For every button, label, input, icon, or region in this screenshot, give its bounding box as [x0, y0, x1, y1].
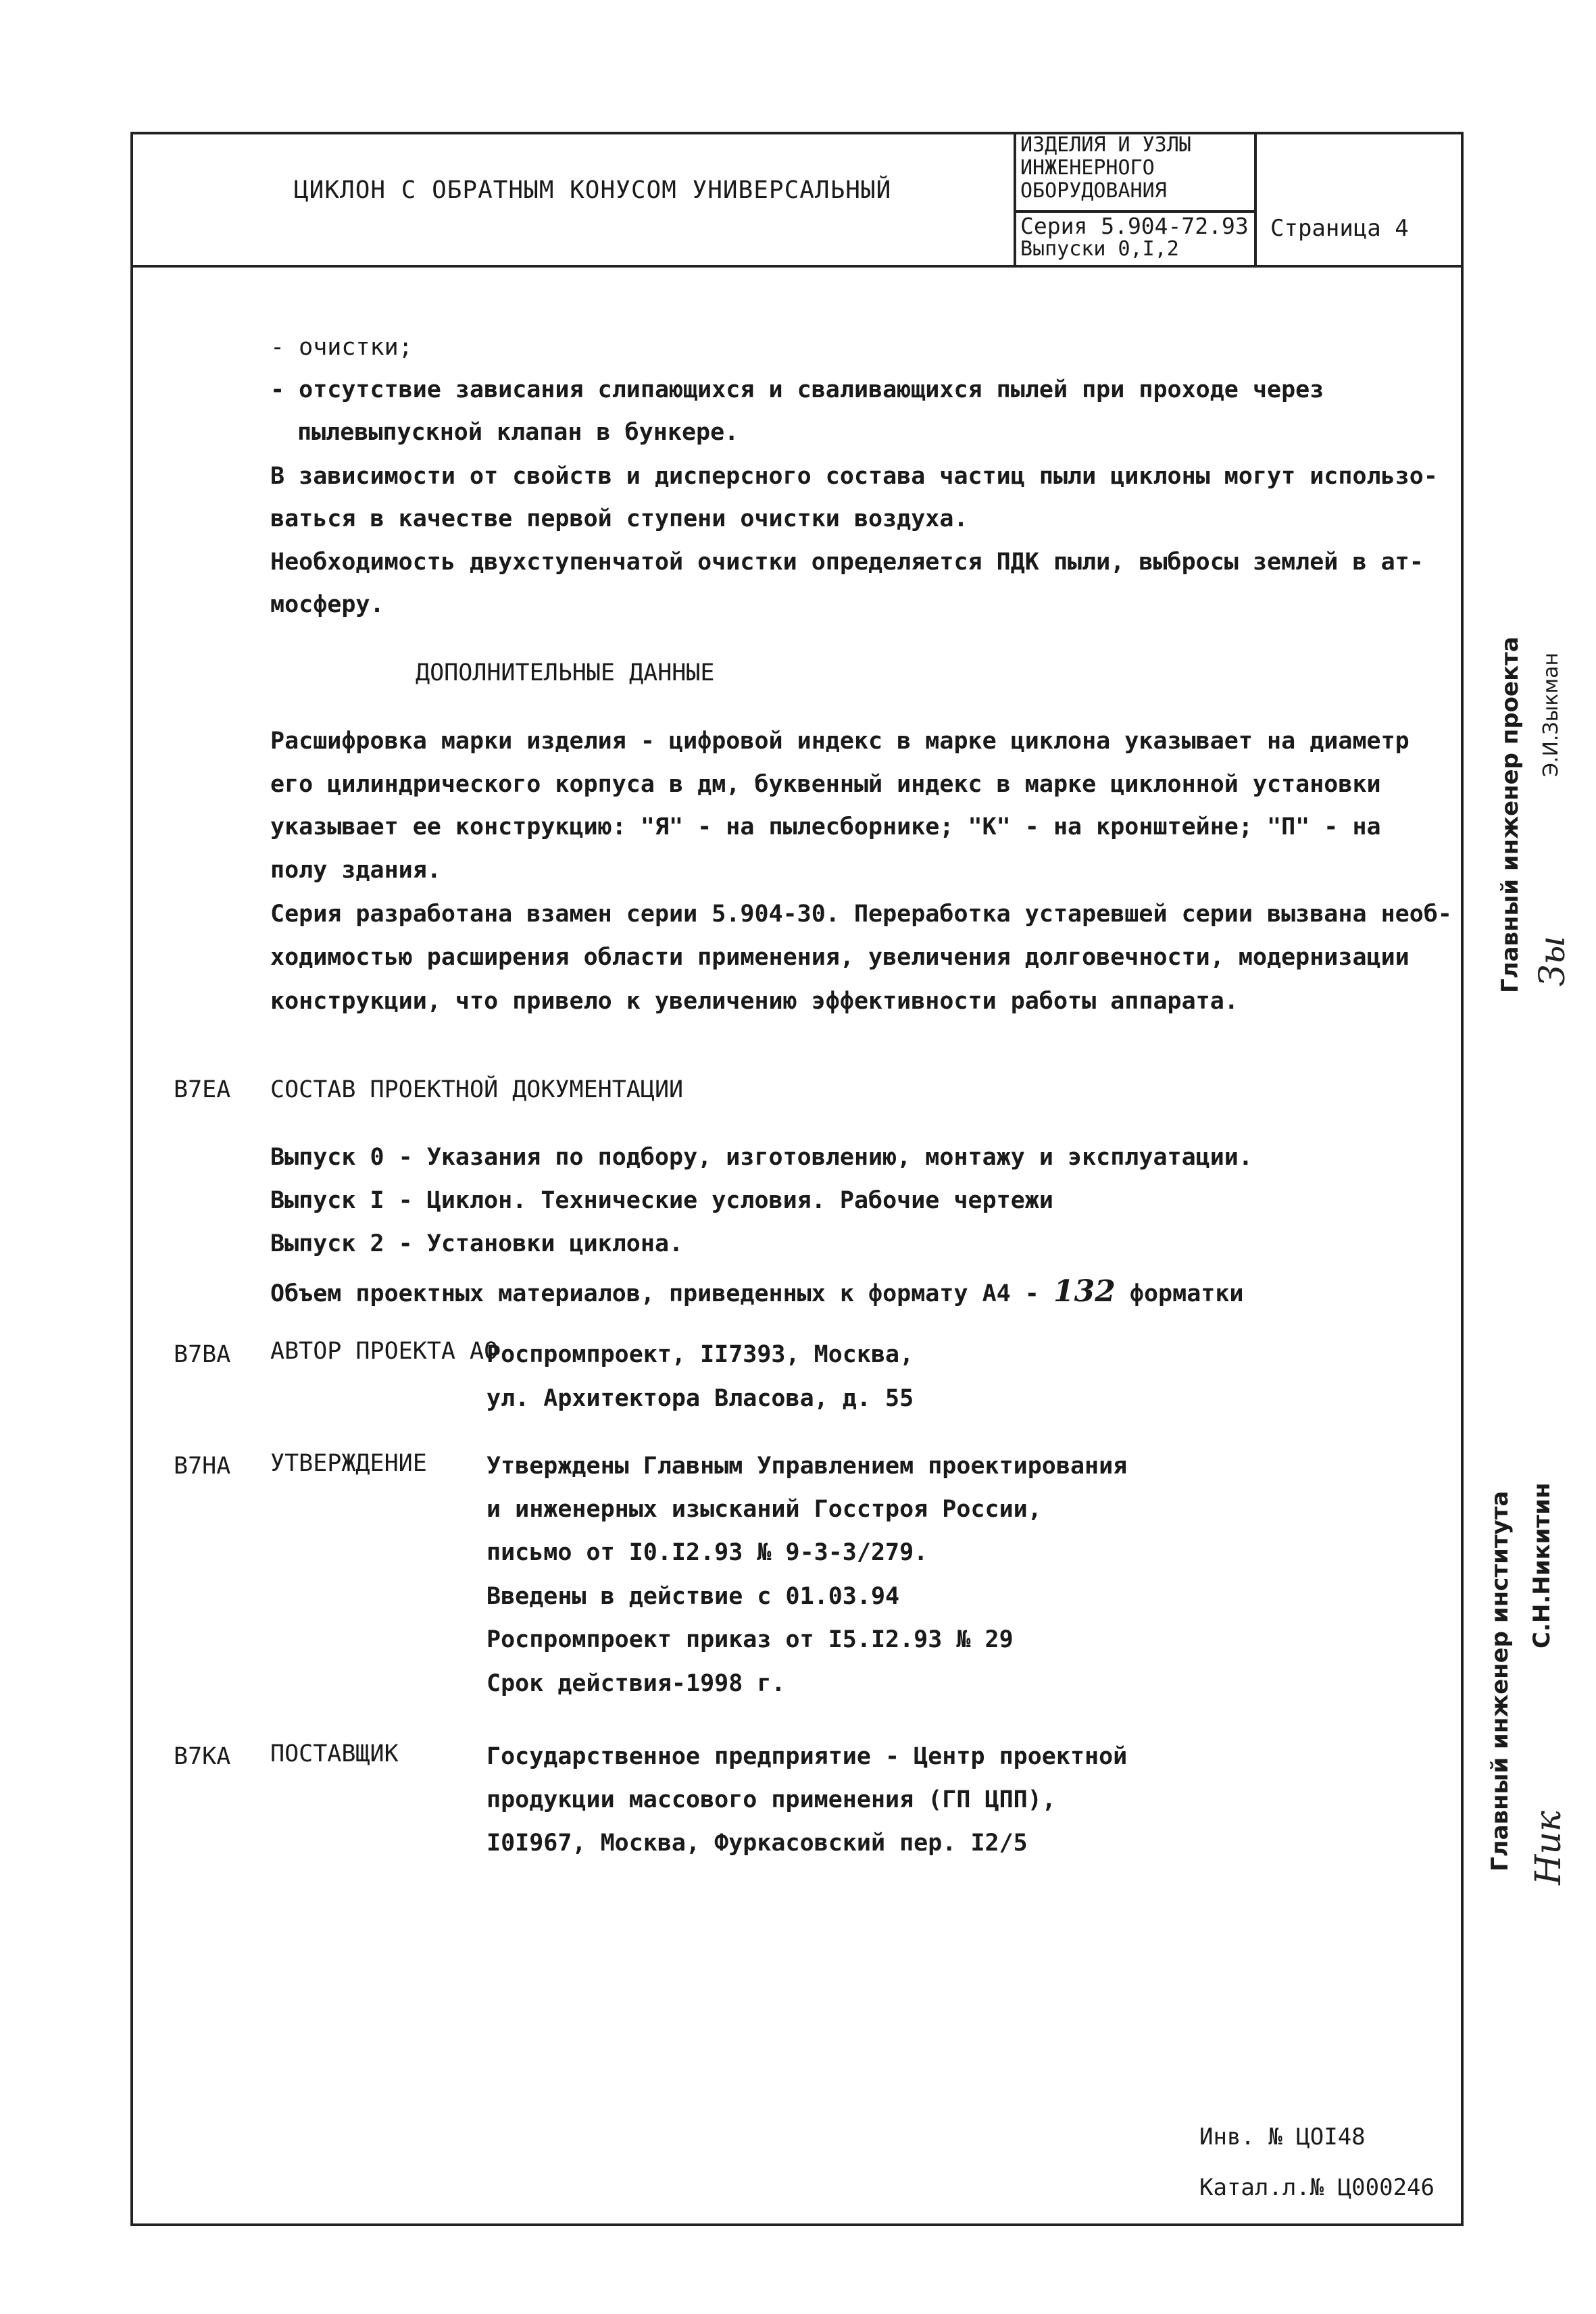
intro-line: Необходимость двухступенчатой очистки определяется ПДК пыли, выбросы землей в ат-: [270, 549, 1424, 576]
supplier-line: I0I967, Москва, Фуркасовский пер. I2/5: [487, 1830, 1028, 1857]
page-frame: [130, 132, 1464, 2226]
chief-project-name: Э.И.Зыкман: [1539, 652, 1563, 777]
author-line: ул. Архитектора Власова, д. 55: [487, 1385, 914, 1412]
author-label: АВТОР ПРОЕКТА АО: [270, 1338, 499, 1365]
supplier-line: Государственное предприятие - Центр проектной: [487, 1743, 1128, 1770]
issues: Выпуски 0,I,2: [1020, 237, 1179, 261]
volume-number: 132: [1053, 1274, 1116, 1309]
category-line-2: ИНЖЕНЕРНОГО: [1020, 156, 1155, 180]
page-number: Страница 4: [1270, 215, 1409, 242]
supplier-label: ПОСТАВЩИК: [270, 1740, 399, 1767]
approval-line: и инженерных изысканий Госстроя России,: [487, 1496, 1042, 1523]
section-code: В7КА: [174, 1743, 231, 1770]
intro-line: В зависимости от свойств и дисперсного состава частиц пыли циклоны могут использо-: [270, 463, 1438, 490]
additional-line: его цилиндрического корпуса в дм, буквенный индекс в марке циклонной установки: [270, 771, 1381, 798]
chief-institute-name: С.Н.Никитин: [1528, 1482, 1555, 1649]
volume-suffix: форматки: [1129, 1280, 1244, 1307]
approval-line: Роспромпроект приказ от I5.I2.93 № 29: [487, 1626, 1014, 1653]
additional-line: полу здания.: [270, 857, 441, 884]
composition-item: Выпуск I - Циклон. Технические условия. Рабочие чертежи: [270, 1187, 1053, 1214]
category-line-1: ИЗДЕЛИЯ И УЗЛЫ: [1020, 133, 1191, 157]
series-number: Серия 5.904-72.93: [1020, 213, 1249, 239]
chief-institute-signature: Ник: [1528, 1811, 1569, 1885]
composition-volume: [270, 1274, 1243, 1309]
intro-line: ваться в качестве первой ступени очистки воздуха.: [270, 505, 968, 532]
intro-line: мосферу.: [270, 591, 384, 618]
approval-line: Утверждены Главным Управлением проектирования: [487, 1453, 1128, 1480]
author-line: Роспромпроект, II7393, Москва,: [487, 1341, 914, 1368]
section-code: В7НА: [174, 1453, 231, 1480]
section-code: В7ЕА: [174, 1076, 231, 1103]
approval-line: Срок действия-1998 г.: [487, 1670, 786, 1697]
additional-line: Серия разработана взамен серии 5.904-30. Переработка устаревшей серии вызвана необ-: [270, 901, 1452, 928]
inventory-number: Инв. № ЦОI48: [1199, 2123, 1366, 2150]
composition-item: Выпуск 2 - Установки циклона.: [270, 1230, 684, 1257]
section-code: В7ВА: [174, 1341, 231, 1368]
chief-project-signature: Зы: [1532, 936, 1573, 986]
chief-project-label: Главный инженер проекта: [1497, 636, 1524, 993]
approval-label: УТВЕРЖДЕНИЕ: [270, 1450, 427, 1477]
additional-line: конструкции, что привело к увеличению эффективности работы аппарата.: [270, 988, 1239, 1015]
intro-line: пылевыпускной клапан в бункере.: [297, 419, 739, 446]
supplier-line: продукции массового применения (ГП ЦПП),: [487, 1786, 1056, 1813]
additional-line: Расшифровка марки изделия - цифровой индекс в марке циклона указывает на диаметр: [270, 728, 1410, 755]
composition-item: Выпуск 0 - Указания по подбору, изготовлению, монтажу и эксплуатации.: [270, 1144, 1253, 1171]
additional-heading: ДОПОЛНИТЕЛЬНЫЕ ДАННЫЕ: [416, 659, 715, 686]
header-col-divider-2: [1254, 132, 1257, 266]
additional-line: ходимостью расширения области применения, увеличения долговечности, модернизации: [270, 944, 1410, 971]
intro-line: - очистки;: [270, 334, 413, 361]
intro-line: - отсутствие зависания слипающихся и сваливающихся пылей при проходе через: [270, 376, 1324, 403]
chief-institute-label: Главный инженер института: [1487, 1490, 1514, 1871]
header-divider: [130, 265, 1464, 268]
additional-line: указывает ее конструкцию: "Я" - на пылесборнике; "К" - на кронштейне; "П" - на: [270, 813, 1381, 840]
composition-heading: СОСТАВ ПРОЕКТНОЙ ДОКУМЕНТАЦИИ: [270, 1076, 684, 1103]
approval-line: письмо от I0.I2.93 № 9-3-3/279.: [487, 1539, 928, 1566]
approval-line: Введены в действие с 01.03.94: [487, 1583, 900, 1610]
doc-title: ЦИКЛОН С ОБРАТНЫМ КОНУСОМ УНИВЕРСАЛЬНЫЙ: [294, 176, 892, 204]
volume-prefix: Объем проектных материалов, приведенных к формату А4 -: [270, 1280, 1039, 1307]
header-col-divider-1: [1014, 132, 1016, 266]
catalog-number: Катал.л.№ Ц000246: [1199, 2174, 1435, 2201]
category-line-3: ОБОРУДОВАНИЯ: [1020, 179, 1167, 203]
